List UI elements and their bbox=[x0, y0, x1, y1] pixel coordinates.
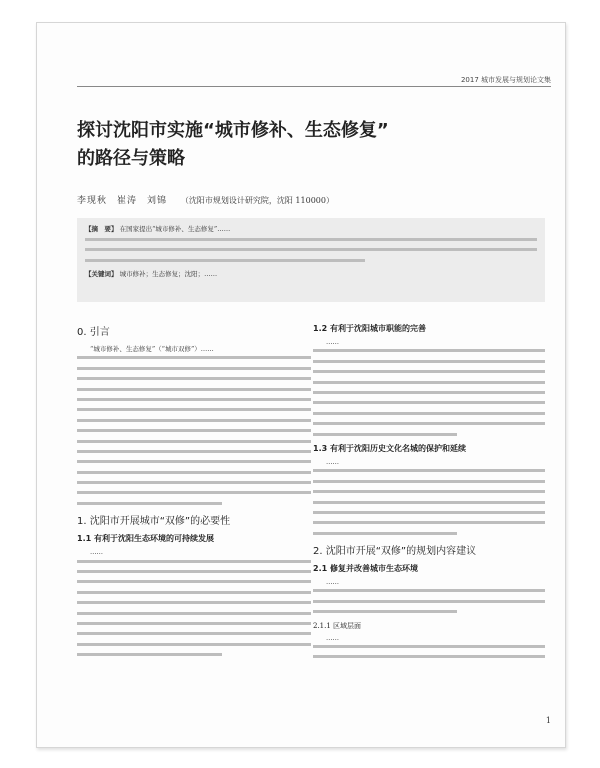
text-line bbox=[77, 502, 222, 505]
text-line bbox=[77, 429, 311, 432]
right-column bbox=[313, 319, 545, 729]
section-heading-1: 1. 沈阳市开展城市“双修”的必要性 bbox=[77, 516, 231, 528]
text-line bbox=[77, 356, 311, 359]
text-line bbox=[313, 589, 545, 592]
text-line bbox=[313, 401, 545, 404]
text-line bbox=[77, 643, 311, 646]
text-line bbox=[77, 377, 311, 380]
text-line bbox=[77, 398, 311, 401]
section-heading-2: 2. 沈阳市开展“双修”的规划内容建议 bbox=[313, 546, 477, 558]
text-line bbox=[85, 238, 537, 241]
text-line bbox=[313, 469, 545, 472]
text-line bbox=[77, 367, 311, 370]
text-line bbox=[77, 481, 311, 484]
text-line bbox=[77, 471, 311, 474]
article-title bbox=[77, 117, 389, 173]
text-line bbox=[313, 360, 545, 363]
text-line bbox=[313, 349, 545, 352]
paragraph-lines bbox=[313, 469, 545, 534]
text-line bbox=[77, 450, 311, 453]
text-line bbox=[313, 422, 545, 425]
text-line bbox=[313, 370, 545, 373]
text-line bbox=[313, 600, 545, 603]
text-line bbox=[77, 653, 222, 656]
subsection-heading-1-2: 1.2 有利于沈阳城市职能的完善 bbox=[313, 324, 426, 333]
abstract-text: 在国家提出“城市修补、生态修复”…… bbox=[119, 225, 231, 233]
text-line bbox=[77, 632, 311, 635]
title-line-1: 探讨沈阳市实施“城市修补、生态修复” bbox=[77, 120, 389, 141]
text-line bbox=[77, 570, 311, 573]
text-line bbox=[77, 612, 311, 615]
text-line bbox=[313, 511, 545, 514]
text-line bbox=[77, 408, 311, 411]
paragraph-lines bbox=[77, 356, 311, 504]
text-line bbox=[313, 655, 545, 658]
text-line bbox=[313, 610, 457, 613]
paper-page bbox=[36, 22, 566, 748]
keywords-text: 城市修补；生态修复；沈阳；…… bbox=[119, 270, 218, 279]
text-line bbox=[77, 440, 311, 443]
paragraph-lines bbox=[313, 589, 545, 613]
text-line bbox=[77, 601, 311, 604]
paragraph: …… bbox=[326, 633, 339, 642]
keywords bbox=[85, 269, 537, 279]
paragraph-lines bbox=[77, 560, 311, 657]
text-line bbox=[313, 480, 545, 483]
author-line bbox=[77, 193, 334, 206]
title-line-2: 的路径与策略 bbox=[77, 148, 185, 169]
text-line bbox=[313, 645, 545, 648]
abstract-label: 【摘 要】 bbox=[85, 225, 118, 233]
text-line bbox=[85, 248, 537, 251]
author-names: 李现秋 崔涛 刘锦 bbox=[77, 196, 168, 206]
text-line bbox=[77, 460, 311, 463]
abstract-box bbox=[77, 218, 545, 302]
text-line bbox=[313, 412, 545, 415]
abstract bbox=[85, 224, 537, 234]
header-rule bbox=[77, 86, 551, 87]
text-line bbox=[77, 591, 311, 594]
text-line bbox=[313, 532, 457, 535]
text-line bbox=[313, 391, 545, 394]
paragraph: “城市修补、生态修复”（“城市双修”）…… bbox=[90, 345, 214, 353]
text-line bbox=[77, 491, 311, 494]
text-line bbox=[77, 419, 311, 422]
subsubsection-heading-2-1-1: 2.1.1 区域层面 bbox=[313, 621, 362, 630]
left-column bbox=[77, 319, 311, 729]
subsection-heading-1-3: 1.3 有利于沈阳历史文化名城的保护和延续 bbox=[313, 443, 466, 453]
paragraph: …… bbox=[326, 578, 339, 587]
subsection-heading-2-1: 2.1 修复并改善城市生态环境 bbox=[313, 564, 418, 574]
text-line bbox=[313, 501, 545, 504]
author-affiliation: （沈阳市规划设计研究院，沈阳 110000） bbox=[180, 196, 334, 205]
paragraph-lines bbox=[313, 349, 545, 435]
section-heading-0: 0. 引言 bbox=[77, 327, 110, 338]
text-line bbox=[313, 521, 545, 524]
paragraph: …… bbox=[326, 457, 339, 466]
text-line bbox=[77, 580, 311, 583]
abstract-body-lines bbox=[85, 238, 537, 262]
text-line bbox=[85, 259, 365, 262]
paragraph: …… bbox=[90, 548, 103, 557]
keywords-label: 【关键词】 bbox=[85, 270, 118, 279]
paragraph-lines bbox=[313, 645, 545, 658]
text-line bbox=[77, 560, 311, 563]
text-line bbox=[313, 433, 457, 436]
text-line bbox=[313, 381, 545, 384]
text-line bbox=[313, 490, 545, 493]
paragraph: …… bbox=[326, 338, 339, 346]
page-number: 1 bbox=[545, 716, 551, 725]
text-line bbox=[77, 388, 311, 391]
subsection-heading-1-1: 1.1 有利于沈阳生态环境的可持续发展 bbox=[77, 534, 214, 544]
running-head: 2017 城市发展与规划论文集 bbox=[460, 76, 551, 84]
text-line bbox=[77, 622, 311, 625]
